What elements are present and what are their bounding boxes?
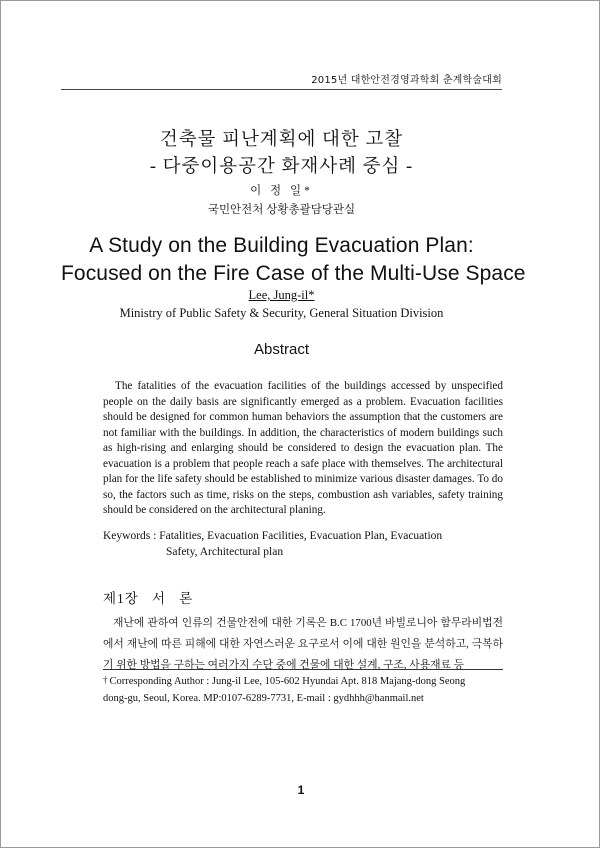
abstract-text: The fatalities of the evacuation facilities of the buildings accessed by unspecified people on the daily basis are significantly emerged as a problem. Evacuation facilities should be designed for common human behaviors the assumption that the customers are not familiar with the buildings. In addition, the characteristics of modern buildings such as high-rising and enlarging should be considered to design the evacuation plan. The evacuation is a problem that people reach a safe place with themselves. The architectural plan for the life safety should be established to minimize various disaster damages. To do so, the factors such as time, risks on the steps, combustion ash variables, safety training should be considered on the architectural planing. (103, 380, 503, 516)
section-body (103, 613, 503, 676)
abstract-heading: Abstract (253, 341, 310, 358)
keywords-text-line1: Fatalities, Evacuation Facilities, Evacuation Plan, Evacuation (159, 530, 443, 542)
abstract-body (103, 379, 503, 519)
keywords-label: Keywords : (103, 530, 157, 542)
page-number: 1 (297, 783, 305, 797)
keywords-line1 (103, 528, 503, 544)
english-author: Lee, Jung-il* (248, 288, 315, 302)
english-title-line1: A Study on the Building Evacuation Plan: (89, 234, 474, 257)
header-rule (61, 89, 502, 90)
conference-header: 2015년 대한안전경영과학회 춘계학술대회 (311, 75, 502, 86)
korean-author: 이 정 일* (250, 185, 313, 197)
footnote-rule (103, 669, 503, 670)
section-heading: 제1장 서 론 (103, 591, 194, 606)
footnote-text-line2: dong-gu, Seoul, Korea. MP:0107-6289-7731, E-mail : gydhhh@hanmail.net (103, 693, 424, 704)
keywords (103, 528, 503, 560)
footnote (103, 672, 503, 707)
footnote-line1 (103, 672, 503, 690)
footnote-text-line1: Corresponding Author : Jung-il Lee, 105-602 Hyundai Apt. 818 Majang-dong Seong (109, 676, 466, 687)
english-affiliation: Ministry of Public Safety & Security, General Situation Division (119, 306, 444, 320)
section-text: 재난에 관하여 인류의 건물안전에 대한 기록은 B.C 1700년 바빌로니아 함무라비법전에서 재난에 따른 피해에 대한 자연스러운 요구로서 이에 대한 원인을 분석하고, 극복하기 위한 방법을 구하는 여러가지 수단 중에 건물에 대한 설계, 구조, 사용재료 등 (103, 617, 503, 671)
english-title-line2: Focused on the Fire Case of the Multi-Use Space (61, 262, 526, 285)
footnote-mark: † (103, 675, 108, 685)
korean-title-line1: 건축물 피난계획에 대한 고찰 (159, 130, 404, 150)
korean-title-line2: - 다중이용공간 화재사례 중심 - (149, 157, 414, 177)
keywords-text-line2: Safety, Architectural plan (166, 546, 284, 558)
korean-affiliation: 국민안전처 상황총괄담당관실 (207, 204, 356, 216)
